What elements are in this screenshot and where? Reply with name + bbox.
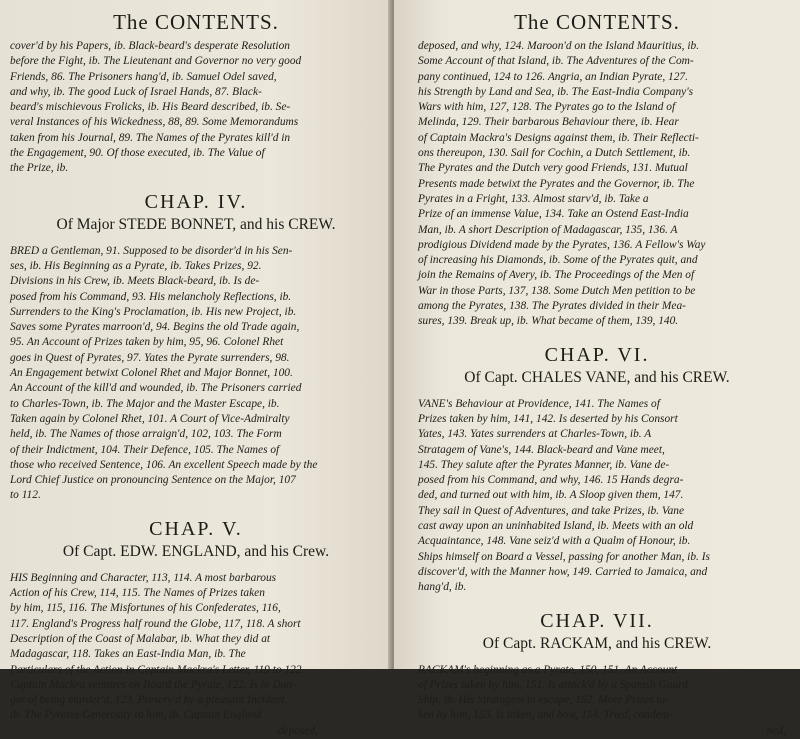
- text-line: ded, and turned out with him, ib. A Sloop given them, 147.: [418, 489, 684, 502]
- chapter-subtitle: Of Major STEDE BONNET, and his CREW.: [56, 215, 336, 233]
- text-line: prodigious Dividend made by the Pyrates, 136. A Fellow's Way: [418, 238, 706, 251]
- text-line: Yates, 143. Yates surrenders at Charles-Town, ib. A: [418, 428, 652, 441]
- text-line: Ship, ib. His Stratagem to escape, 152. More Prizes ta-: [418, 694, 670, 707]
- intro-paragraph: [394, 39, 800, 330]
- text-line: Saves some Pyrates marroon'd, 94. Begins the old Trade again,: [10, 321, 300, 334]
- chapter-heading: CHAP. VI.: [544, 343, 650, 366]
- text-line: cast away upon an uninhabited Island, ib. Meets with an old: [418, 520, 694, 533]
- text-line: hang'd, ib.: [418, 581, 467, 594]
- text-line: Presents made betwixt the Pyrates and the Governor, ib. The: [418, 177, 695, 190]
- text-line: Action of his Crew, 114, 115. The Names of Prizes taken: [10, 587, 265, 600]
- text-line: Ships himself on Board a Vessel, passing for another Man, ib. Is: [418, 550, 710, 563]
- text-line: Some Account of that Island, ib. The Adventures of the Com-: [418, 55, 694, 68]
- text-line: Taken again by Colonel Rhet, 101. A Court of Vice-Admiralty: [10, 412, 290, 425]
- text-line: RACKAM's beginning as a Pyrate, 150, 151. An Account: [418, 663, 678, 676]
- text-line: goes in Quest of Pyrates, 97. Yates the Pyrate surrenders, 98.: [10, 351, 290, 364]
- text-line: sures, 139. Break up, ib. What became of them, 139, 140.: [418, 315, 679, 328]
- text-line: They sail in Quest of Adventures, and take Prizes, ib. Vane: [418, 504, 685, 517]
- text-line: 95. An Account of Prizes taken by him, 95, 96. Colonel Rhet: [10, 336, 284, 349]
- text-line: of increasing his Diamonds, ib. Some of the Pyrates quit, and: [418, 254, 698, 267]
- text-line: ses, ib. His Beginning as a Pyrate, ib. Takes Prizes, 92.: [10, 259, 262, 272]
- intro-paragraph: [0, 39, 392, 177]
- text-line: Wars with him, 127, 128. The Pyrates go to the Island of: [418, 101, 676, 114]
- text-line: Friends, 86. The Prisoners hang'd, ib. Samuel Odel saved,: [10, 70, 277, 83]
- chapter-subtitle: Of Capt. EDW. ENGLAND, and his Crew.: [62, 542, 330, 560]
- text-line: BRED a Gentleman, 91. Supposed to be disorder'd in his Sen-: [10, 244, 293, 257]
- text-line: VANE's Behaviour at Providence, 141. The Names of: [418, 397, 660, 410]
- text-line: Particulars of the Action in Captain Mackra's Letter, 119 to 122.: [10, 663, 305, 676]
- text-line: to Charles-Town, ib. The Major and the Master Escape, ib.: [10, 397, 280, 410]
- text-line: join the Remains of Avery, ib. The Proceedings of the Men of: [418, 269, 695, 282]
- text-line: before the Fight, ib. The Lieutenant and Governor no very good: [10, 55, 302, 68]
- running-head: The CONTENTS.: [113, 10, 279, 34]
- right-page: [394, 0, 800, 737]
- text-line: among the Pyrates, 138. The Pyrates divided in their Mea-: [418, 300, 686, 313]
- text-line: veral Instances of his Wickedness, 88, 89. Some Memorandums: [10, 116, 299, 129]
- text-line: Captain Mackra ventures on Board the Pyrate, 122. Is in Dan-: [10, 678, 296, 691]
- text-line: Man, ib. A short Description of Madagascar, 135, 136. A: [418, 223, 678, 236]
- chapter-heading: CHAP. V.: [149, 517, 243, 540]
- text-line: taken from his Journal, 89. The Names of the Pyrates kill'd in: [10, 131, 291, 144]
- text-line: Divisions in his Crew, ib. Meets Black-beard, ib. Is de-: [10, 275, 260, 288]
- chapter-summary: [394, 663, 800, 739]
- text-line: those who received Sentence, 106. An excellent Speech made by the: [10, 458, 318, 471]
- text-line: Prizes taken by him, 141, 142. Is deserted by his Consort: [418, 412, 678, 425]
- catchword: ned,: [766, 724, 786, 737]
- chapter-heading: CHAP. IV.: [144, 190, 248, 213]
- text-line: An Account of the kill'd and wounded, ib. The Prisoners carried: [10, 382, 302, 395]
- left-page: [0, 0, 392, 737]
- text-line: the Engagement, 90. Of those executed, ib. The Value of: [10, 147, 265, 160]
- text-line: discover'd, with the Manner how, 149. Carried to Jamaica, and: [418, 565, 708, 578]
- text-line: ib. The Pyrates Generosity to him, ib. Captain England: [10, 709, 262, 722]
- text-line: 145. They salute after the Pyrates Manner, ib. Vane de-: [418, 458, 670, 471]
- text-line: his Strength by Land and Sea, ib. The East-India Company's: [418, 85, 694, 98]
- chapter-subtitle: Of Capt. RACKAM, and his CREW.: [482, 634, 712, 652]
- text-line: Surrenders to the King's Proclamation, ib. His new Project, ib.: [10, 305, 297, 318]
- text-line: held, ib. The Names of those arraign'd, 102, 103. The Form: [10, 428, 282, 441]
- text-line: cover'd by his Papers, ib. Black-beard's desperate Resolution: [10, 40, 290, 52]
- chapter-summary: [394, 397, 800, 596]
- text-line: and why, ib. The good Luck of Israel Hands, 87. Black-: [10, 85, 262, 98]
- text-line: War in those Parts, 137, 138. Some Dutch Men petition to be: [418, 284, 696, 297]
- text-line: Pyrates in a Fright, 133. Almost starv'd, ib. Take a: [418, 192, 649, 205]
- text-line: of Captain Mackra's Designs against them, ib. Their Reflecti-: [418, 131, 699, 144]
- text-line: 117. England's Progress half round the Globe, 117, 118. A short: [10, 617, 301, 630]
- text-line: Madagascar, 118. Takes an East-India Man, ib. The: [10, 648, 246, 661]
- text-line: of Prizes taken by him, 151. Is attack'd by a Spanish Guard: [418, 678, 688, 691]
- text-line: The Pyrates and the Dutch very good Friends, 131. Mutual: [418, 162, 688, 175]
- text-line: pany continued, 124 to 126. Angria, an Indian Pyrate, 127.: [418, 70, 688, 83]
- text-line: of their Indictment, 104. Their Defence, 105. The Names of: [10, 443, 280, 456]
- chapter-summary: [0, 571, 392, 739]
- text-line: Lord Chief Justice on pronouncing Sentence on the Major, 107: [10, 474, 296, 487]
- text-line: deposed, and why, 124. Maroon'd on the Island Mauritius, ib.: [418, 40, 700, 52]
- text-line: HIS Beginning and Character, 113, 114. A most barbarous: [10, 571, 277, 584]
- chapter-heading: CHAP. VII.: [540, 609, 654, 632]
- text-line: Prize of an immense Value, 134. Take an Ostend East-India: [418, 208, 689, 221]
- catchword: deposed,: [277, 724, 318, 737]
- text-line: to 112.: [10, 489, 41, 502]
- text-line: Description of the Coast of Malabar, ib. What they did at: [10, 632, 271, 645]
- text-line: posed from his Command, and why, 146. 15 Hands degra-: [418, 474, 684, 487]
- text-line: An Engagement betwixt Colonel Rhet and Major Bonnet, 100.: [10, 367, 293, 380]
- text-line: beard's mischievous Frolicks, ib. His Beard described, ib. Se-: [10, 101, 291, 114]
- running-head: The CONTENTS.: [514, 10, 680, 34]
- text-line: posed from his Command, 93. His melancholy Reflections, ib.: [10, 290, 292, 303]
- text-line: ger of being murder'd, 123. Preserv'd by a pleasant Incident,: [10, 694, 288, 707]
- text-line: ons thereupon, 130. Sail for Cochin, a Dutch Settlement, ib.: [418, 147, 691, 160]
- text-line: Melinda, 129. Their barbarous Behaviour there, ib. Hear: [418, 116, 679, 129]
- text-line: the Prize, ib.: [10, 162, 69, 175]
- text-line: ken by him, 153. Is taken, and how, 154. Tried, condem-: [418, 709, 673, 722]
- chapter-summary: [0, 244, 392, 504]
- text-line: Acquaintance, 148. Vane seiz'd with a Qualm of Honour, ib.: [418, 535, 691, 548]
- text-line: by him, 115, 116. The Misfortunes of his Confederates, 116,: [10, 602, 281, 615]
- chapter-subtitle: Of Capt. CHALES VANE, and his CREW.: [464, 368, 730, 386]
- text-line: Stratagem of Vane's, 144. Black-beard and Vane meet,: [418, 443, 665, 456]
